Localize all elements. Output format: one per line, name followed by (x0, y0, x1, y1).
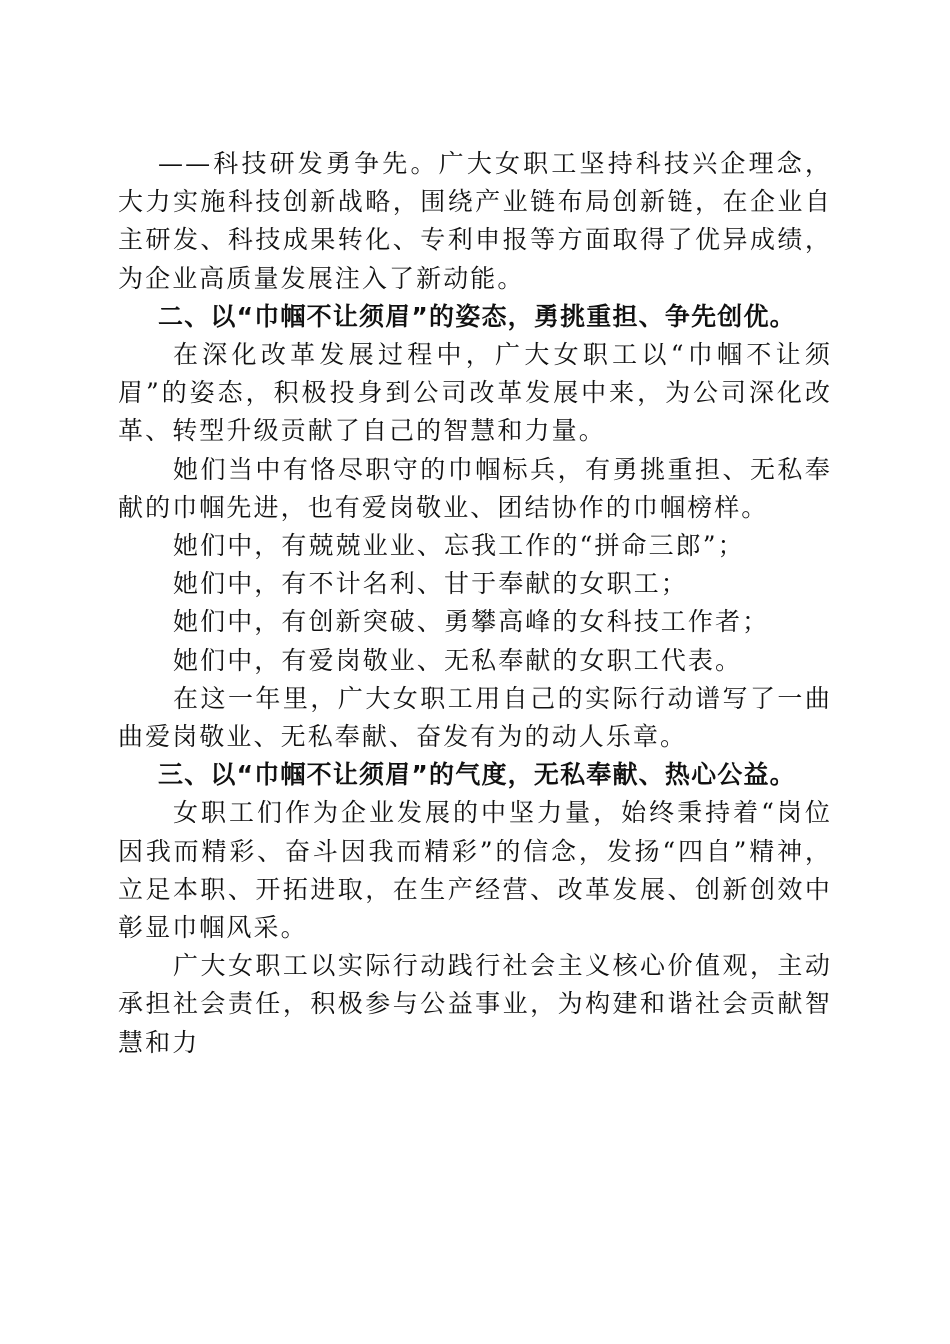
paragraph-backbone: 女职工们作为企业发展的中坚力量，始终秉持着“岗位因我而精彩、奋斗因我而精彩”的信念，发扬“四自”精神，立足本职、开拓进取，在生产经营、改革发展、创新创效中彰显巾帼风采。 (118, 798, 832, 943)
section-heading-3: 三、以“巾帼不让须眉”的气度，无私奉献、热心公益。 (158, 760, 796, 790)
paragraph-social-responsibility: 广大女职工以实际行动践行社会主义核心价值观，主动承担社会责任，积极参与公益事业，为构建和谐社会贡献智慧和力 (118, 951, 832, 1057)
paragraph-list-item-3: 她们中，有创新突破、勇攀高峰的女科技工作者； (173, 607, 770, 637)
paragraph-tech-rd: ——科技研发勇争先。广大女职工坚持科技兴企理念，大力实施科技创新战略，围绕产业链布局创新链，在企业自主研发、科技成果转化、专利申报等方面取得了优异成绩，为企业高质量发展注入了新动能。 (118, 149, 832, 293)
paragraph-list-item-4: 她们中，有爱岗敬业、无私奉献的女职工代表。 (173, 645, 743, 675)
paragraph-year-summary: 在这一年里，广大女职工用自己的实际行动谱写了一曲曲爱岗敬业、无私奉献、奋发有为的动人乐章。 (118, 683, 832, 752)
section-heading-2: 二、以“巾帼不让须眉”的姿态，勇挑重担、争先创优。 (158, 301, 796, 331)
paragraph-list-item-2: 她们中，有不计名利、甘于奉献的女职工； (173, 569, 688, 599)
document-page (118, 145, 832, 1062)
paragraph-role-models: 她们当中有恪尽职守的巾帼标兵，有勇挑重担、无私奉献的巾帼先进，也有爱岗敬业、团结协作的巾帼榜样。 (118, 454, 832, 522)
paragraph-reform: 在深化改革发展过程中，广大女职工以“巾帼不让须眉”的姿态，积极投身到公司改革发展中来，为公司深化改革、转型升级贡献了自己的智慧和力量。 (118, 340, 832, 446)
paragraph-list-item-1: 她们中，有兢兢业业、忘我工作的“拼命三郎”； (173, 531, 745, 561)
